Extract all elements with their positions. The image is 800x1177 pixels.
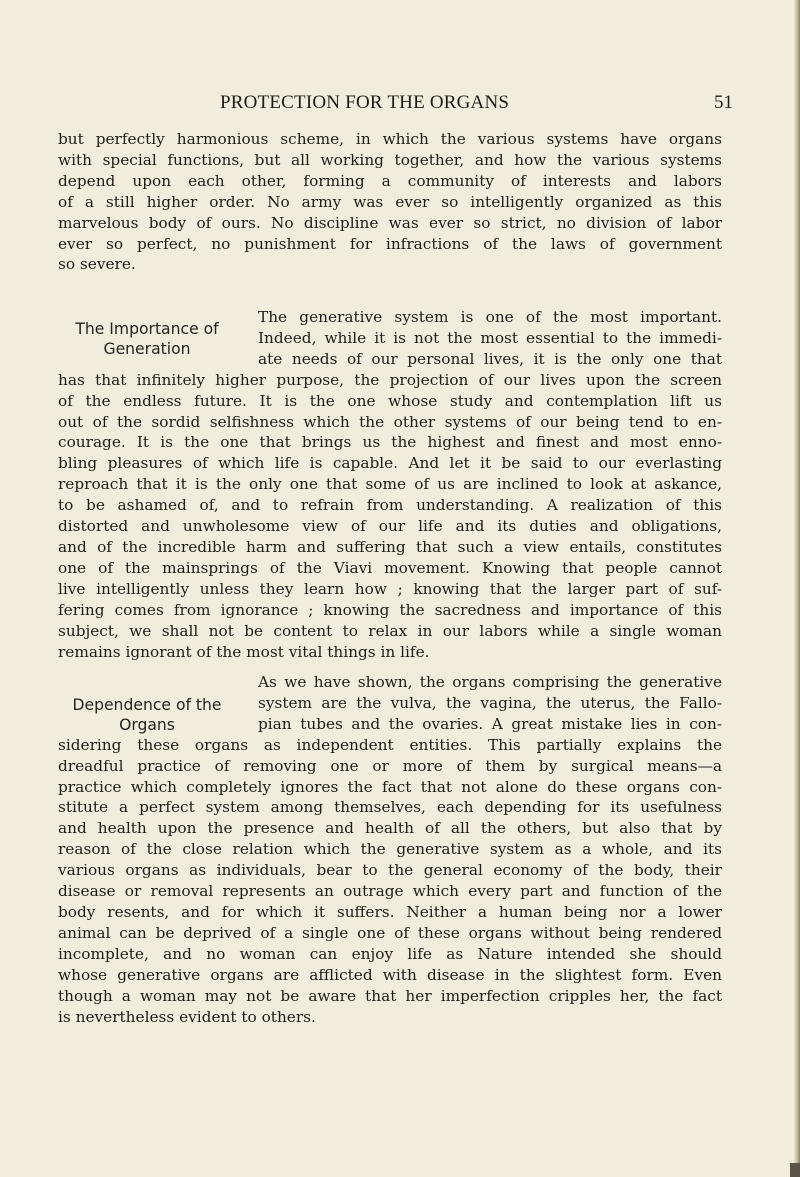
text-line: reason of the close relation which the generative system as a whole, and its <box>58 840 722 859</box>
text-line: and of the incredible harm and suffering that such a view entails, constitutes <box>58 537 722 556</box>
text-line: pian tubes and the ovaries. A great mistake lies in con- <box>258 714 722 733</box>
text-line: and health upon the presence and health of all the others, but also that by <box>58 819 722 838</box>
paragraph-3 <box>58 672 722 1027</box>
sidenote-line: Dependence of the <box>72 696 222 714</box>
text-line: ever so perfect, no punishment for infractions of the laws of government <box>58 234 722 253</box>
text-line: marvelous body of ours. No discipline was ever so strict, no division of labor <box>58 213 722 232</box>
text-line: depend upon each other, forming a community of interests and labors <box>58 171 722 190</box>
text-line: out of the sordid selfishness which the other systems of our being tend to en- <box>58 412 722 431</box>
text-line: practice which completely ignores the fact that not alone do these organs con- <box>58 777 722 796</box>
text-line: of the endless future. It is the one whose study and contemplation lift us <box>58 391 722 410</box>
text-line: live intelligently unless they learn how ; knowing that the larger part of suf- <box>58 579 722 598</box>
text-line: sidering these organs as independent entities. This partially explains the <box>58 735 722 754</box>
running-head: PROTECTION FOR THE ORGANS <box>220 92 510 113</box>
text-line: fering comes from ignorance ; knowing the sacredness and importance of this <box>58 600 722 619</box>
sidenote-line: Generation <box>103 339 191 358</box>
paragraph-1 <box>58 129 722 275</box>
text-line: of a still higher order. No army was ever so intelligently organized as this <box>58 192 722 211</box>
page-number: 51 <box>714 92 733 113</box>
text-line: to be ashamed of, and to refrain from understanding. A realization of this <box>58 496 722 515</box>
text-line: ate needs of our personal lives, it is the only one that <box>258 349 722 368</box>
text-line: courage. It is the one that brings us the highest and finest and most enno- <box>58 433 722 452</box>
sidenote-line: The Importance of <box>75 320 219 338</box>
paragraph-2 <box>58 307 722 662</box>
text-line: various organs as individuals, bear to the general economy of the body, their <box>58 861 722 880</box>
text-line: remains ignorant of the most vital things in life. <box>58 642 430 661</box>
text-line: disease or removal represents an outrage which every part and function of the <box>58 882 722 901</box>
text-line: is nevertheless evident to others. <box>58 1007 316 1026</box>
text-line: reproach that it is the only one that some of us are inclined to look at askance, <box>58 475 722 494</box>
text-line: dreadful practice of removing one or more of them by surgical means—a <box>58 756 722 775</box>
text-line: has that infinitely higher purpose, the projection of our lives upon the screen <box>58 370 722 389</box>
sidenote-line: Organs <box>119 715 175 734</box>
text-line: distorted and unwholesome view of our life and its duties and obligations, <box>58 517 722 536</box>
page-edge <box>794 0 800 1177</box>
text-line: body resents, and for which it suffers. Neither a human being nor a lower <box>58 902 722 921</box>
text-line: but perfectly harmonious scheme, in which the various systems have organs <box>58 130 722 148</box>
text-line: though a woman may not be aware that her imperfection cripples her, the fact <box>58 986 722 1005</box>
text-line: with special functions, but all working together, and how the various systems <box>58 150 722 169</box>
text-line: bling pleasures of which life is capable. And let it be said to our everlasting <box>58 454 722 473</box>
text-line: so severe. <box>58 255 136 274</box>
text-line: Indeed, while it is not the most essential to the immedi- <box>258 328 722 347</box>
text-line: one of the mainsprings of the Viavi movement. Knowing that people cannot <box>58 558 722 577</box>
text-line: As we have shown, the organs comprising the generative <box>258 673 722 691</box>
text-line: stitute a perfect system among themselves, each depending for its usefulness <box>58 798 722 817</box>
text-line: The generative system is one of the most important. <box>258 308 722 326</box>
text-line: subject, we shall not be content to relax in our labors while a single woman <box>58 621 722 640</box>
page-edge-corner <box>790 1163 800 1177</box>
text-line: whose generative organs are afflicted with disease in the slightest form. Even <box>58 965 722 984</box>
text-line: animal can be deprived of a single one of these organs without being rendered <box>58 923 722 942</box>
text-line: system are the vulva, the vagina, the uterus, the Fallo- <box>258 693 722 712</box>
text-line: incomplete, and no woman can enjoy life as Nature intended she should <box>58 944 722 963</box>
